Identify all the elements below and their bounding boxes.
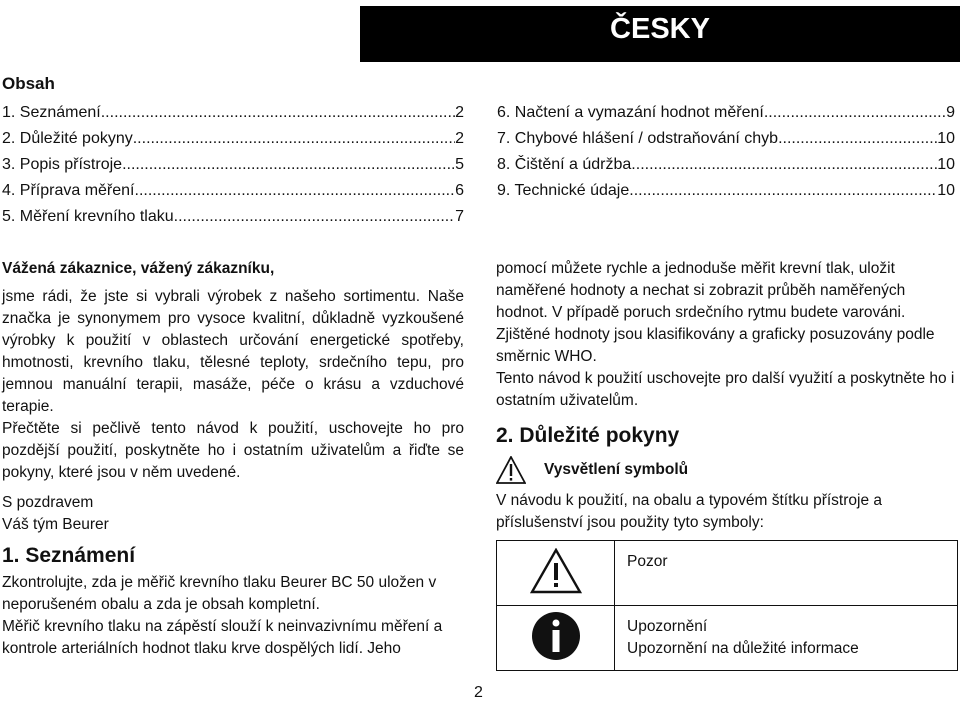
symbol-label: Pozor [627, 553, 668, 570]
symbols-intro: V návodu k použití, na obalu a typovém štítku přístroje a příslušenství jsou použity tyto symboly: [496, 492, 882, 531]
who-paragraph: Zjištěné hodnoty jsou klasifikovány a graficky posuzovány podle směrnic WHO. [496, 326, 935, 365]
symbol-text-cell [615, 541, 958, 606]
instructions-paragraph: Přečtěte si pečlivě tento návod k použití, uschovejte ho pro pozdější použití, poskytněte ho i ostatním uživatelům a řiďte se pokyny, které jsou v něm uvedené. [2, 420, 464, 481]
symbol-icon-cell [497, 541, 615, 606]
section-1-paragraph: Zkontrolujte, zda je měřič krevního tlaku Beurer BC 50 uložen v neporušeném obalu a zda je obsah kompletní. [2, 574, 437, 613]
toc-entry: 7. Chybové hlášení / odstraňování chyb ..... 10 [497, 126, 955, 152]
symbols-explanation-header [496, 456, 958, 484]
continued-paragraph: pomocí můžete rychle a jednoduše měřit krevní tlak, uložit naměřené hodnoty a nechat si zobrazit průběh naměřených hodnot. V případě poruch srdečního rytmu budete varováni. [496, 260, 906, 321]
regards: S pozdravem [2, 494, 94, 511]
toc-entry: 2. Důležité pokyny ..... 2 [2, 126, 464, 152]
section-1-paragraph-2: Měřič krevního tlaku na zápěstí slouží k neinvazivnímu měření a kontrole arteriálních hodnot tlaku krve dospělých lidí. Jeho [2, 618, 443, 657]
toc-left-list [2, 100, 464, 230]
greeting: Vážená zákaznice, vážený zákazníku, [2, 260, 275, 277]
toc-entry: 5. Měření krevního tlaku ..... 7 [2, 204, 464, 230]
left-column [2, 258, 464, 660]
warning-triangle-icon [530, 548, 582, 594]
section-2-heading: 2. Důležité pokyny [496, 424, 680, 447]
symbol-text-cell [615, 606, 958, 671]
symbol-description: Upozornění na důležité informace [627, 640, 859, 657]
toc-entry: 6. Načtení a vymazání hodnot měření ..... 9 [497, 100, 955, 126]
toc-entry: 8. Čištění a údržba ..... 10 [497, 152, 955, 178]
toc-entry: 4. Příprava měření ..... 6 [2, 178, 464, 204]
symbol-label: Upozornění [627, 618, 708, 635]
info-circle-icon [530, 610, 582, 662]
symbol-icon-cell [497, 606, 615, 671]
language-label: ČESKY [610, 13, 710, 45]
toc-entry: 3. Popis přístroje ..... 5 [2, 152, 464, 178]
intro-paragraph: jsme rádi, že jste si vybrali výrobek z našeho sortimentu. Naše značka je synonymem pro vysoce kvalitní, důkladně vyzkoušené výrobky k použití v oblastech určování energetické spotřeby, hmotnosti, krevního tlaku, tělesné teploty, srdečního tepu, pro jemnou manuální terapii, masáže, péče o krásu a vzduchové terapie. [2, 288, 464, 415]
toc-entry: 1. Seznámení ..... 2 [2, 100, 464, 126]
signature: Váš tým Beurer [2, 516, 109, 533]
toc-right-list [497, 100, 955, 204]
toc-title: Obsah [2, 74, 55, 93]
keep-manual-paragraph: Tento návod k použití uschovejte pro další využití a poskytněte ho i ostatním uživatelům. [496, 370, 955, 409]
table-row [497, 541, 958, 606]
language-banner [360, 6, 960, 62]
table-row [497, 606, 958, 671]
warning-triangle-icon [496, 456, 526, 484]
toc-entry: 9. Technické údaje ..... 10 [497, 178, 955, 204]
symbols-title: Vysvětlení symbolů [544, 461, 689, 478]
right-column [496, 258, 958, 534]
section-1-heading: 1. Seznámení [2, 544, 136, 567]
symbols-table [496, 540, 958, 671]
page-number: 2 [474, 684, 483, 701]
